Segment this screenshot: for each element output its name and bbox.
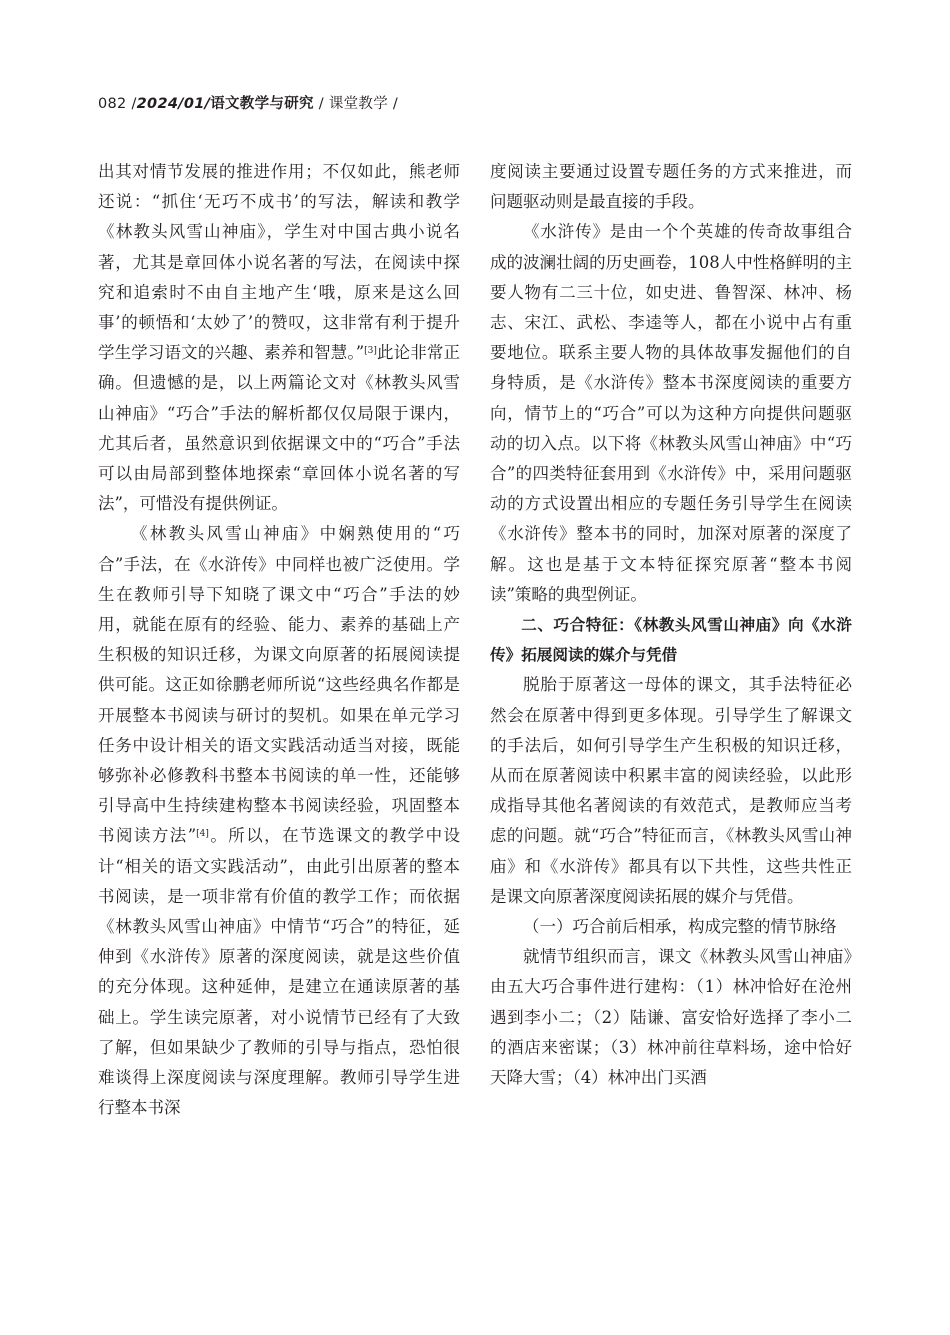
paragraph: 就情节组织而言，课文《林教头风雪山神庙》由五大巧合事件进行建构：（1）林冲恰好在沧州遇到李小二；（2）陆谦、富安恰好选择了李小二的酒店来密谋；（3）林冲前往草料场，途中恰好天降大雪；（4）林冲出门买酒 xyxy=(490,947,852,1088)
paragraph xyxy=(98,519,460,1123)
paragraph: 脱胎于原著这一母体的课文，其手法特征必然会在原著中得到更多体现。引导学生了解课文的手法后，如何引导学生产生积极的知识迁移，从而在原著阅读中积累丰富的阅读经验，以此形成指导其他名著阅读的有效范式，是教师应当考虑的问题。就“巧合”特征而言，《林教头风雪山神庙》和《水浒传》都具有以下共性，这些共性正是课文向原著深度阅读拓展的媒介与凭借。 xyxy=(490,675,852,906)
section-heading: 二、巧合特征：《林教头风雪山神庙》向《水浒传》拓展阅读的媒介与凭借 xyxy=(490,616,852,665)
paragraph xyxy=(98,157,460,519)
paragraph-text: 《林教头风雪山神庙》中娴熟使用的“巧合”手法，在《水浒传》中同样也被广泛使用。学生在教师引导下知晓了课文中“巧合”手法的妙用，就能在原有的经验、能力、素养的基础上产生积极的知识迁移，为课文向原著的拓展阅读提供可能。这正如徐鹏老师所说“这些经典名作都是开展整本书阅读与研讨的契机。如果在单元学习任务中设计相关的语文实践活动适当对接，既能够弥补必修教科书整本书阅读的单一性，还能够引导高中生持续建构整本书阅读经验，巩固整本书阅读方法” xyxy=(98,524,460,846)
paragraph: 《水浒传》是由一个个英雄的传奇故事组合成的波澜壮阔的历史画卷，108人中性格鲜明的主要人物有二三十位，如史进、鲁智深、林冲、杨志、宋江、武松、李逵等人，都在小说中占有重要地位。联系主要人物的具体故事发掘他们的自身特质，是《水浒传》整本书深度阅读的重要方向，情节上的“巧合”可以为这种方向提供问题驱动的切入点。以下将《林教头风雪山神庙》中“巧合”的四类特征套用到《水浒传》中，采用问题驱动的方式设置出相应的专题任务引导学生在阅读《水浒传》整本书的同时，加深对原著的深度了解。这也是基于文本特征探究原著“整本书阅读”策略的典型例证。 xyxy=(490,222,852,604)
subsection-heading: （一）巧合前后相承，构成完整的情节脉络 xyxy=(523,917,837,937)
left-column xyxy=(98,157,460,1124)
journal-title: 语文教学与研究 xyxy=(210,96,314,112)
section-title: / 课堂教学 / xyxy=(318,96,399,112)
citation-ref: [4] xyxy=(196,829,209,840)
paragraph-text: 出其对情节发展的推进作用；不仅如此，熊老师还说：“抓住‘无巧不成书’的写法，解读和教学《林教头风雪山神庙》，学生对中国古典小说名著，尤其是章回体小说名著的写法，在阅读中探究和追索时不由自主地产生‘哦，原来是这么回事’的顿悟和‘太妙了’的赞叹，这非常有利于提升学生学习语文的兴趣、素养和智慧。” xyxy=(98,162,460,363)
issue-year: 2024/01/ xyxy=(136,96,211,112)
citation-ref: [3] xyxy=(364,346,377,357)
paragraph-text: 此论非常正确。但遗憾的是，以上两篇论文对《林教头风雪山神庙》“巧合”手法的解析都仅仅局限于课内，尤其后者，虽然意识到依据课文中的“巧合”手法可以由局部到整体地探索“章回体小说名著的写法”，可惜没有提供例证。 xyxy=(98,343,461,514)
running-header xyxy=(98,92,398,113)
page-number: 082 / xyxy=(98,96,137,112)
paragraph-text: 。所以，在节选课文的教学中设计“相关的语文实践活动”，由此引出原著的整本书阅读，是一项非常有价值的教学工作；而依据《林教头风雪山神庙》中情节“巧合”的特征，延伸到《水浒传》原著的深度阅读，就是这些价值的充分体现。这种延伸，是建立在通读原著的基础上。学生读完原著，对小说情节已经有了大致了解，但如果缺少了教师的引导与指点，恐怕很难谈得上深度阅读与深度理解。教师引导学生进行整本书深 xyxy=(98,826,460,1118)
right-column xyxy=(490,157,852,1093)
paragraph: 度阅读主要通过设置专题任务的方式来推进，而问题驱动则是最直接的手段。 xyxy=(490,162,852,212)
